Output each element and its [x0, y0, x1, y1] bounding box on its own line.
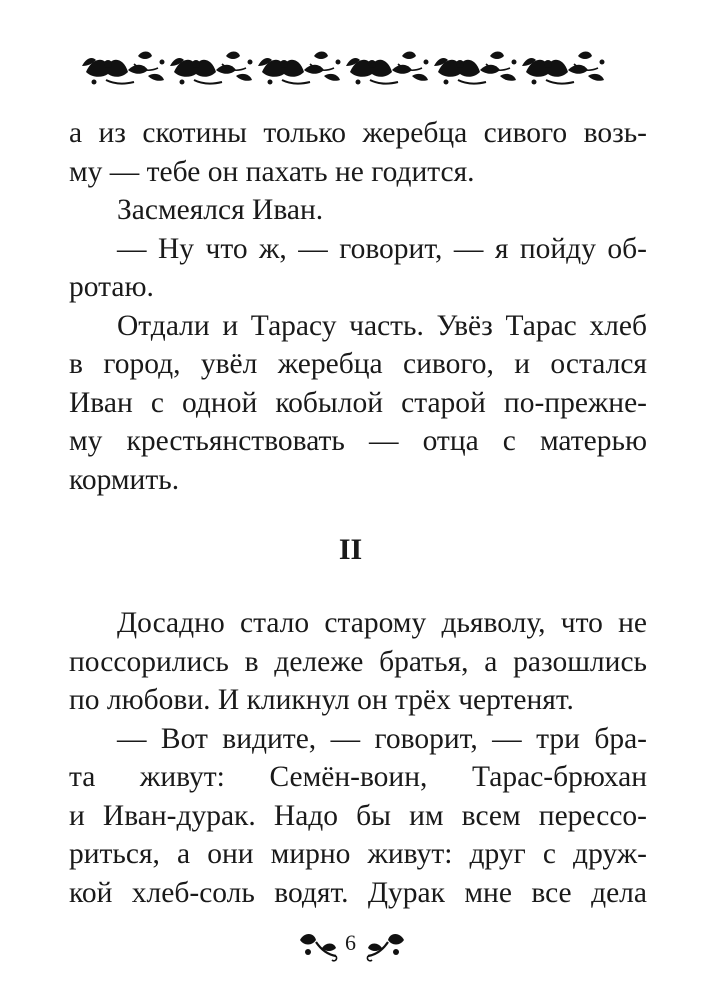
text-line: Иван с одной кобылой старой по-прежне- [69, 386, 647, 419]
text-line: по любови. И кликнул он трёх чертенят. [69, 684, 574, 716]
page-number: 6 [345, 930, 356, 955]
text-line: — Ну что ж, — говорит, — я пойду об- [117, 232, 647, 265]
text-line: а из скотины только жеребца сивого возь- [69, 117, 647, 149]
text-line: му крестьянствовать — отца с матерью [69, 425, 647, 457]
chapter-heading: II [338, 533, 363, 566]
text-line: Досадно стало старому дьяволу, что не [117, 607, 647, 639]
text-line: — Вот видите, — говорит, — три бра- [117, 722, 647, 755]
text-line: му — тебе он пахать не годится. [69, 155, 475, 188]
text-line: кормить. [69, 463, 180, 496]
floral-sprig-icon [362, 928, 408, 964]
text-line: та живут: Семён-воин, Тарас-брюхан [69, 761, 647, 793]
text-line: поссорились в дележе братья, а разошлись [69, 645, 647, 678]
text-line: и Иван-дурак. Надо бы им всем перессо- [69, 799, 647, 832]
text-line: риться, а они мирно живут: друг с друж- [69, 838, 647, 870]
text-line: ротаю. [69, 271, 154, 303]
text-line: Засмеялся Иван. [117, 194, 324, 226]
text-line: в город, увёл жеребца сивого, и остался [69, 348, 647, 380]
text-line: кой хлеб-соль водят. Дурак мне все дела [69, 876, 647, 909]
text-block-1 [69, 114, 647, 499]
floral-border-icon [78, 44, 626, 88]
text-block-2 [69, 604, 647, 912]
text-line: Отдали и Тарасу часть. Увёз Тарас хлеб [117, 309, 647, 342]
